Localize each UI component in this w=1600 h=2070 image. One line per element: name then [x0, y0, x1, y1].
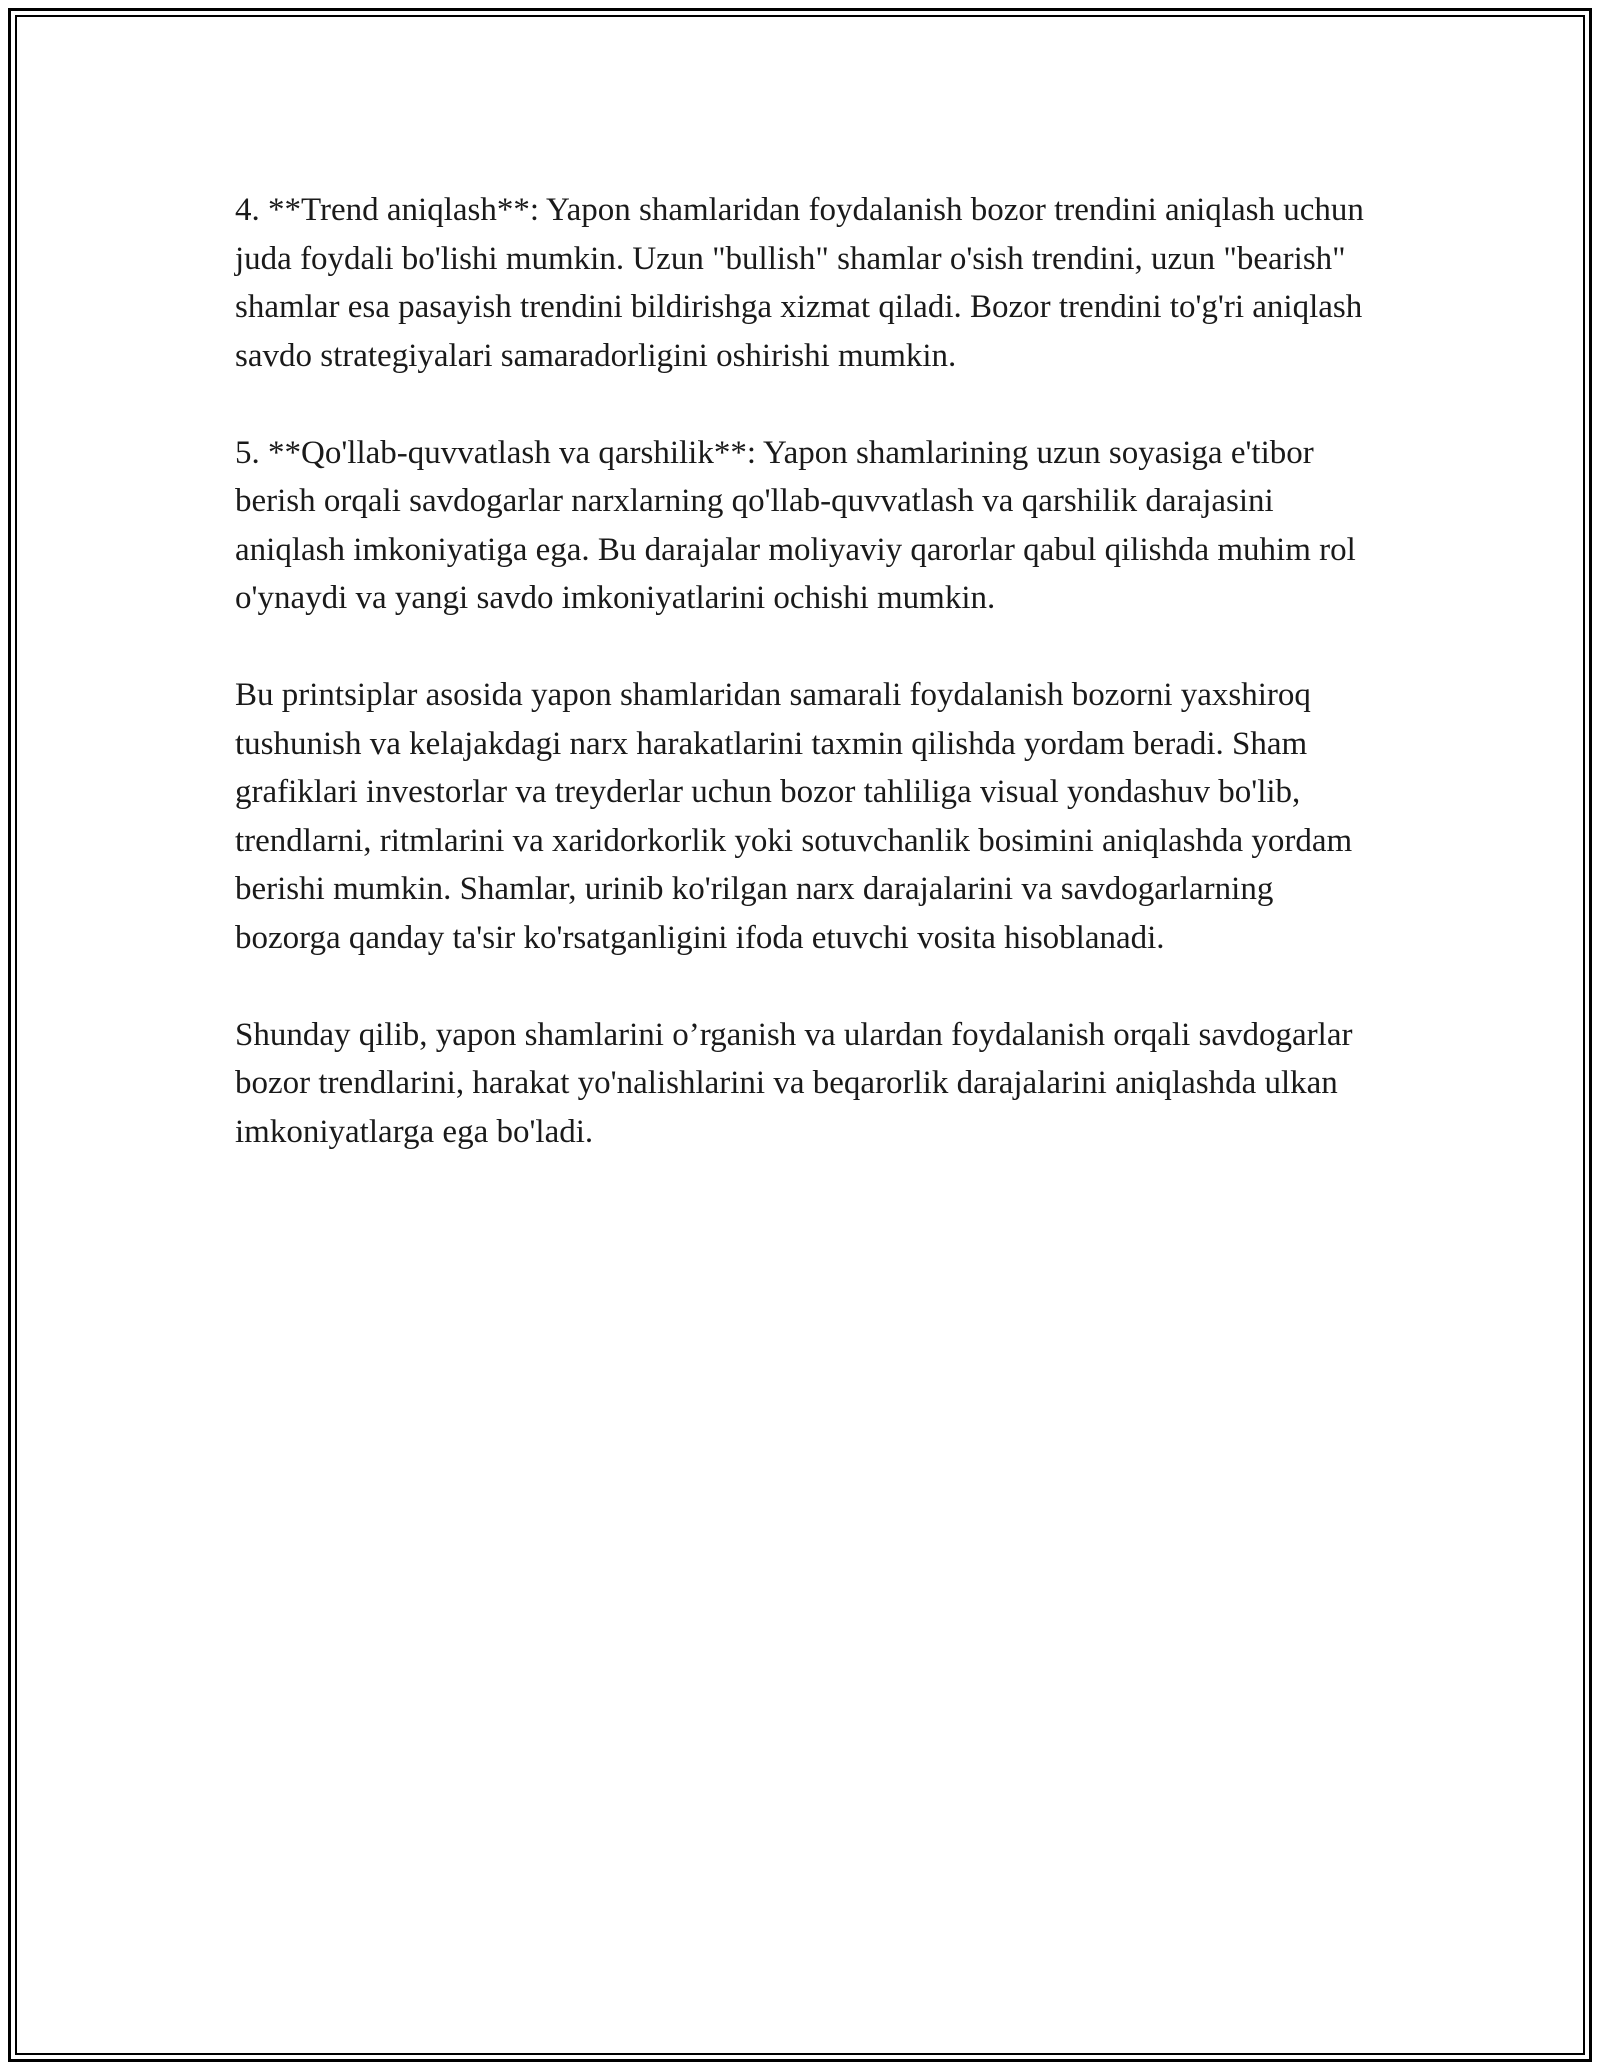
- paragraph-principles-summary: Bu printsiplar asosida yapon shamlaridan samarali foydalanish bozorni yaxshiroq tushunish va kelajakdagi narx harakatlarini taxmin qilishda yordam beradi. Sham grafiklari investorlar va treyderlar uchun bozor tahliliga visual yondashuv bo'lib, trendlarni, ritmlarini va xaridorkorlik yoki sotuvchanlik bosimini aniqlashda yordam berishi mumkin. Shamlar, urinib ko'rilgan narx darajalarini va savdogarlarning bozorga qanday ta'sir ko'rsatganligini ifoda etuvchi vosita hisoblanadi.: [235, 677, 1353, 956]
- document-body: [235, 186, 1375, 1205]
- paragraph-conclusion: Shunday qilib, yapon shamlarini o’rganish va ulardan foydalanish orqali savdogarlar bozor trendlarini, harakat yo'nalishlarini va beqarorlik darajalarini aniqlashda ulkan imkoniyatlarga ega bo'ladi.: [235, 1016, 1353, 1150]
- paragraph-trend-detection: 4. **Trend aniqlash**: Yapon shamlaridan foydalanish bozor trendini aniqlash uchun juda foydali bo'lishi mumkin. Uzun "bullish" shamlar o'sish trendini, uzun "bearish" shamlar esa pasayish trendini bildirishga xizmat qiladi. Bozor trendini to'g'ri aniqlash savdo strategiyalari samaradorligini oshirishi mumkin.: [235, 192, 1364, 374]
- paragraph-support-resistance: 5. **Qo'llab-quvvatlash va qarshilik**: Yapon shamlarining uzun soyasiga e'tibor berish orqali savdogarlar narxlarning qo'llab-quvvatlash va qarshilik darajasini aniqlash imkoniyatiga ega. Bu darajalar moliyaviy qarorlar qabul qilishda muhim rol o'ynaydi va yangi savdo imkoniyatlarini ochishi mumkin.: [235, 434, 1356, 616]
